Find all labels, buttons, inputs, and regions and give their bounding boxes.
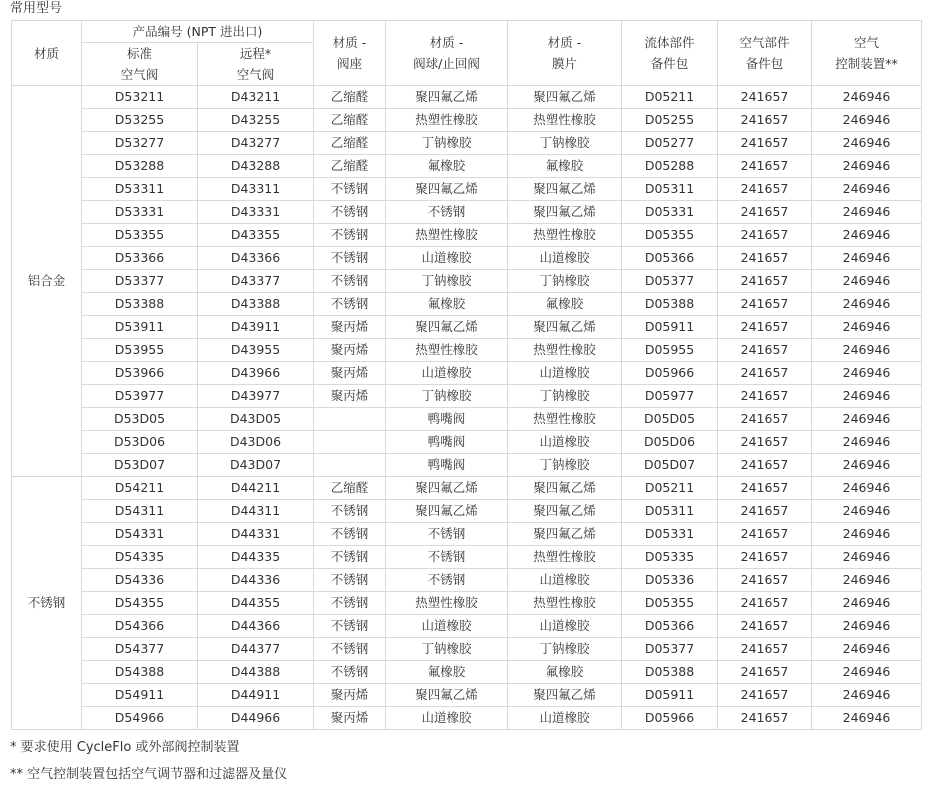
ball-material-cell: 不锈钢 (386, 569, 508, 592)
air-kit-code-cell: 241657 (718, 385, 812, 408)
seat-material-cell: 不锈钢 (314, 569, 386, 592)
air-kit-code-cell: 241657 (718, 546, 812, 569)
air-kit-code-cell: 241657 (718, 454, 812, 477)
remote-valve-code-cell: D44211 (198, 477, 314, 500)
remote-valve-code-cell: D43911 (198, 316, 314, 339)
header-diaphragm-line1: 材质 - (547, 35, 582, 50)
diaphragm-material-cell: 聚四氟乙烯 (508, 684, 622, 707)
table-row (12, 201, 922, 224)
seat-material-cell: 聚丙烯 (314, 362, 386, 385)
standard-valve-code-cell: D53311 (82, 178, 198, 201)
fluid-kit-code-cell: D05366 (622, 615, 718, 638)
air-control-code-cell: 246946 (812, 270, 922, 293)
standard-valve-code-cell: D53977 (82, 385, 198, 408)
fluid-kit-code-cell: D05977 (622, 385, 718, 408)
table-row (12, 569, 922, 592)
seat-material-cell: 聚丙烯 (314, 339, 386, 362)
diaphragm-material-cell: 热塑性橡胶 (508, 592, 622, 615)
ball-material-cell: 热塑性橡胶 (386, 109, 508, 132)
fluid-kit-code-cell: D05377 (622, 270, 718, 293)
air-kit-code-cell: 241657 (718, 684, 812, 707)
standard-valve-code-cell: D54966 (82, 707, 198, 730)
ball-material-cell: 热塑性橡胶 (386, 592, 508, 615)
remote-valve-code-cell: D44311 (198, 500, 314, 523)
seat-material-cell (314, 454, 386, 477)
air-control-code-cell: 246946 (812, 477, 922, 500)
table-row (12, 178, 922, 201)
standard-valve-code-cell: D54311 (82, 500, 198, 523)
seat-material-cell (314, 431, 386, 454)
fluid-kit-code-cell: D05255 (622, 109, 718, 132)
standard-valve-code-cell: D54211 (82, 477, 198, 500)
remote-valve-code-cell: D44911 (198, 684, 314, 707)
header-standard-line1: 标准 (126, 46, 152, 61)
fluid-kit-code-cell: D05331 (622, 201, 718, 224)
footnote-air-control: ** 空气控制装置包括空气调节器和过滤器及量仪 (10, 767, 288, 782)
standard-valve-code-cell: D54366 (82, 615, 198, 638)
header-ball-line1: 材质 - (429, 35, 464, 50)
air-control-code-cell: 246946 (812, 592, 922, 615)
fluid-kit-code-cell: D05D06 (622, 431, 718, 454)
remote-valve-code-cell: D44388 (198, 661, 314, 684)
air-kit-code-cell: 241657 (718, 615, 812, 638)
air-kit-code-cell: 241657 (718, 201, 812, 224)
fluid-kit-code-cell: D05955 (622, 339, 718, 362)
ball-material-cell: 山道橡胶 (386, 707, 508, 730)
table-row (12, 293, 922, 316)
air-kit-code-cell: 241657 (718, 592, 812, 615)
air-kit-code-cell: 241657 (718, 316, 812, 339)
seat-material-cell: 不锈钢 (314, 224, 386, 247)
table-body (12, 86, 922, 730)
air-kit-code-cell: 241657 (718, 523, 812, 546)
fluid-kit-code-cell: D05311 (622, 500, 718, 523)
ball-material-cell: 聚四氟乙烯 (386, 684, 508, 707)
seat-material-cell: 聚丙烯 (314, 385, 386, 408)
header-air-kit (718, 21, 812, 86)
section-caption: 常用型号 (10, 1, 63, 16)
air-control-code-cell: 246946 (812, 316, 922, 339)
remote-valve-code-cell: D43288 (198, 155, 314, 178)
air-control-code-cell: 246946 (812, 178, 922, 201)
ball-material-cell: 聚四氟乙烯 (386, 500, 508, 523)
table-row (12, 339, 922, 362)
fluid-kit-code-cell: D05211 (622, 477, 718, 500)
remote-valve-code-cell: D43D07 (198, 454, 314, 477)
air-kit-code-cell: 241657 (718, 86, 812, 109)
table-row (12, 707, 922, 730)
remote-valve-code-cell: D43977 (198, 385, 314, 408)
ball-material-cell: 山道橡胶 (386, 247, 508, 270)
header-ball-material (386, 21, 508, 86)
air-control-code-cell: 246946 (812, 247, 922, 270)
table-row (12, 109, 922, 132)
fluid-kit-code-cell: D05331 (622, 523, 718, 546)
air-control-code-cell: 246946 (812, 109, 922, 132)
air-kit-code-cell: 241657 (718, 339, 812, 362)
air-control-code-cell: 246946 (812, 500, 922, 523)
diaphragm-material-cell: 聚四氟乙烯 (508, 178, 622, 201)
seat-material-cell: 不锈钢 (314, 661, 386, 684)
table-row (12, 523, 922, 546)
diaphragm-material-cell: 丁钠橡胶 (508, 454, 622, 477)
air-control-code-cell: 246946 (812, 86, 922, 109)
seat-material-cell: 乙缩醛 (314, 109, 386, 132)
remote-valve-code-cell: D44966 (198, 707, 314, 730)
air-control-code-cell: 246946 (812, 201, 922, 224)
header-standard-valve (82, 43, 198, 86)
fluid-kit-code-cell: D05966 (622, 707, 718, 730)
seat-material-cell (314, 408, 386, 431)
diaphragm-material-cell: 聚四氟乙烯 (508, 316, 622, 339)
air-control-code-cell: 246946 (812, 431, 922, 454)
fluid-kit-code-cell: D05355 (622, 224, 718, 247)
air-control-code-cell: 246946 (812, 293, 922, 316)
diaphragm-material-cell: 丁钠橡胶 (508, 270, 622, 293)
air-kit-code-cell: 241657 (718, 707, 812, 730)
air-kit-code-cell: 241657 (718, 270, 812, 293)
diaphragm-material-cell: 丁钠橡胶 (508, 385, 622, 408)
standard-valve-code-cell: D54911 (82, 684, 198, 707)
air-control-code-cell: 246946 (812, 569, 922, 592)
table-row (12, 592, 922, 615)
air-kit-code-cell: 241657 (718, 500, 812, 523)
fluid-kit-code-cell: D05377 (622, 638, 718, 661)
diaphragm-material-cell: 热塑性橡胶 (508, 109, 622, 132)
ball-material-cell: 热塑性橡胶 (386, 339, 508, 362)
seat-material-cell: 不锈钢 (314, 293, 386, 316)
ball-material-cell: 鸭嘴阀 (386, 431, 508, 454)
fluid-kit-code-cell: D05911 (622, 316, 718, 339)
table-header (12, 21, 922, 86)
table-row (12, 270, 922, 293)
footnote-remote-valve: * 要求使用 CycleFlo 或外部阀控制装置 (10, 740, 240, 755)
table-row (12, 86, 922, 109)
standard-valve-code-cell: D53277 (82, 132, 198, 155)
air-kit-code-cell: 241657 (718, 109, 812, 132)
models-table (11, 20, 922, 730)
standard-valve-code-cell: D53255 (82, 109, 198, 132)
ball-material-cell: 鸭嘴阀 (386, 408, 508, 431)
table-row (12, 454, 922, 477)
ball-material-cell: 聚四氟乙烯 (386, 86, 508, 109)
remote-valve-code-cell: D44331 (198, 523, 314, 546)
seat-material-cell: 乙缩醛 (314, 477, 386, 500)
remote-valve-code-cell: D44355 (198, 592, 314, 615)
diaphragm-material-cell: 聚四氟乙烯 (508, 523, 622, 546)
remote-valve-code-cell: D44366 (198, 615, 314, 638)
air-control-code-cell: 246946 (812, 546, 922, 569)
air-control-code-cell: 246946 (812, 408, 922, 431)
seat-material-cell: 不锈钢 (314, 615, 386, 638)
remote-valve-code-cell: D43211 (198, 86, 314, 109)
air-control-code-cell: 246946 (812, 638, 922, 661)
header-remote-line2: 空气阀 (236, 67, 275, 82)
table-row (12, 500, 922, 523)
table-row (12, 316, 922, 339)
remote-valve-code-cell: D43277 (198, 132, 314, 155)
table-row (12, 684, 922, 707)
header-seat-material (314, 21, 386, 86)
ball-material-cell: 聚四氟乙烯 (386, 316, 508, 339)
fluid-kit-code-cell: D05388 (622, 293, 718, 316)
header-air-kit-line1: 空气部件 (739, 35, 790, 50)
table-row (12, 431, 922, 454)
header-remote-valve (198, 43, 314, 86)
standard-valve-code-cell: D53D05 (82, 408, 198, 431)
diaphragm-material-cell: 热塑性橡胶 (508, 408, 622, 431)
standard-valve-code-cell: D53377 (82, 270, 198, 293)
diaphragm-material-cell: 热塑性橡胶 (508, 546, 622, 569)
air-kit-code-cell: 241657 (718, 247, 812, 270)
ball-material-cell: 聚四氟乙烯 (386, 477, 508, 500)
seat-material-cell: 不锈钢 (314, 638, 386, 661)
diaphragm-material-cell: 丁钠橡胶 (508, 638, 622, 661)
seat-material-cell: 乙缩醛 (314, 86, 386, 109)
ball-material-cell: 丁钠橡胶 (386, 132, 508, 155)
seat-material-cell: 不锈钢 (314, 592, 386, 615)
diaphragm-material-cell: 氟橡胶 (508, 661, 622, 684)
table-row (12, 477, 922, 500)
header-diaphragm-material (508, 21, 622, 86)
air-kit-code-cell: 241657 (718, 431, 812, 454)
ball-material-cell: 热塑性橡胶 (386, 224, 508, 247)
table-row (12, 385, 922, 408)
fluid-kit-code-cell: D05911 (622, 684, 718, 707)
seat-material-cell: 不锈钢 (314, 546, 386, 569)
remote-valve-code-cell: D43331 (198, 201, 314, 224)
seat-material-cell: 乙缩醛 (314, 155, 386, 178)
air-kit-code-cell: 241657 (718, 132, 812, 155)
air-control-code-cell: 246946 (812, 385, 922, 408)
remote-valve-code-cell: D43D05 (198, 408, 314, 431)
standard-valve-code-cell: D54377 (82, 638, 198, 661)
ball-material-cell: 鸭嘴阀 (386, 454, 508, 477)
ball-material-cell: 氟橡胶 (386, 661, 508, 684)
air-kit-code-cell: 241657 (718, 408, 812, 431)
diaphragm-material-cell: 聚四氟乙烯 (508, 477, 622, 500)
ball-material-cell: 丁钠橡胶 (386, 385, 508, 408)
remote-valve-code-cell: D44336 (198, 569, 314, 592)
air-control-code-cell: 246946 (812, 661, 922, 684)
air-kit-code-cell: 241657 (718, 638, 812, 661)
air-kit-code-cell: 241657 (718, 224, 812, 247)
air-control-code-cell: 246946 (812, 224, 922, 247)
seat-material-cell: 不锈钢 (314, 178, 386, 201)
fluid-kit-code-cell: D05335 (622, 546, 718, 569)
standard-valve-code-cell: D53D07 (82, 454, 198, 477)
fluid-kit-code-cell: D05D05 (622, 408, 718, 431)
air-kit-code-cell: 241657 (718, 661, 812, 684)
air-control-code-cell: 246946 (812, 523, 922, 546)
seat-material-cell: 不锈钢 (314, 201, 386, 224)
air-control-code-cell: 246946 (812, 155, 922, 178)
ball-material-cell: 山道橡胶 (386, 615, 508, 638)
header-material: 材质 (12, 21, 82, 86)
diaphragm-material-cell: 热塑性橡胶 (508, 339, 622, 362)
air-kit-code-cell: 241657 (718, 293, 812, 316)
remote-valve-code-cell: D43388 (198, 293, 314, 316)
ball-material-cell: 聚四氟乙烯 (386, 178, 508, 201)
air-kit-code-cell: 241657 (718, 362, 812, 385)
diaphragm-material-cell: 聚四氟乙烯 (508, 500, 622, 523)
header-fluid-kit-line2: 备件包 (650, 56, 689, 71)
remote-valve-code-cell: D43377 (198, 270, 314, 293)
table-row (12, 247, 922, 270)
seat-material-cell: 聚丙烯 (314, 707, 386, 730)
air-control-code-cell: 246946 (812, 684, 922, 707)
fluid-kit-code-cell: D05277 (622, 132, 718, 155)
ball-material-cell: 不锈钢 (386, 201, 508, 224)
standard-valve-code-cell: D54388 (82, 661, 198, 684)
ball-material-cell: 氟橡胶 (386, 293, 508, 316)
standard-valve-code-cell: D53D06 (82, 431, 198, 454)
table-row (12, 132, 922, 155)
air-kit-code-cell: 241657 (718, 178, 812, 201)
header-air-control-line2: 控制装置** (835, 56, 898, 71)
standard-valve-code-cell: D54336 (82, 569, 198, 592)
table-row (12, 155, 922, 178)
fluid-kit-code-cell: D05388 (622, 661, 718, 684)
diaphragm-material-cell: 山道橡胶 (508, 569, 622, 592)
seat-material-cell: 不锈钢 (314, 247, 386, 270)
diaphragm-material-cell: 热塑性橡胶 (508, 224, 622, 247)
standard-valve-code-cell: D53911 (82, 316, 198, 339)
diaphragm-material-cell: 山道橡胶 (508, 615, 622, 638)
group-material-cell: 铝合金 (12, 86, 82, 477)
standard-valve-code-cell: D54331 (82, 523, 198, 546)
fluid-kit-code-cell: D05336 (622, 569, 718, 592)
ball-material-cell: 山道橡胶 (386, 362, 508, 385)
diaphragm-material-cell: 聚四氟乙烯 (508, 86, 622, 109)
diaphragm-material-cell: 丁钠橡胶 (508, 132, 622, 155)
header-air-control (812, 21, 922, 86)
table-row (12, 615, 922, 638)
diaphragm-material-cell: 山道橡胶 (508, 362, 622, 385)
air-control-code-cell: 246946 (812, 132, 922, 155)
group-material-cell: 不锈钢 (12, 477, 82, 730)
diaphragm-material-cell: 氟橡胶 (508, 155, 622, 178)
fluid-kit-code-cell: D05311 (622, 178, 718, 201)
seat-material-cell: 乙缩醛 (314, 132, 386, 155)
remote-valve-code-cell: D43366 (198, 247, 314, 270)
header-fluid-kit-line1: 流体部件 (644, 35, 695, 50)
diaphragm-material-cell: 山道橡胶 (508, 431, 622, 454)
table-row (12, 546, 922, 569)
standard-valve-code-cell: D53331 (82, 201, 198, 224)
remote-valve-code-cell: D43955 (198, 339, 314, 362)
remote-valve-code-cell: D44335 (198, 546, 314, 569)
standard-valve-code-cell: D53355 (82, 224, 198, 247)
diaphragm-material-cell: 氟橡胶 (508, 293, 622, 316)
air-control-code-cell: 246946 (812, 339, 922, 362)
fluid-kit-code-cell: D05D07 (622, 454, 718, 477)
seat-material-cell: 聚丙烯 (314, 316, 386, 339)
table-row (12, 224, 922, 247)
standard-valve-code-cell: D53288 (82, 155, 198, 178)
remote-valve-code-cell: D43255 (198, 109, 314, 132)
header-fluid-kit (622, 21, 718, 86)
remote-valve-code-cell: D44377 (198, 638, 314, 661)
fluid-kit-code-cell: D05211 (622, 86, 718, 109)
remote-valve-code-cell: D43D06 (198, 431, 314, 454)
fluid-kit-code-cell: D05966 (622, 362, 718, 385)
standard-valve-code-cell: D53966 (82, 362, 198, 385)
seat-material-cell: 不锈钢 (314, 270, 386, 293)
seat-material-cell: 不锈钢 (314, 500, 386, 523)
standard-valve-code-cell: D54355 (82, 592, 198, 615)
fluid-kit-code-cell: D05288 (622, 155, 718, 178)
header-seat-line2: 阀座 (337, 56, 363, 71)
ball-material-cell: 不锈钢 (386, 523, 508, 546)
remote-valve-code-cell: D43355 (198, 224, 314, 247)
diaphragm-material-cell: 山道橡胶 (508, 707, 622, 730)
air-control-code-cell: 246946 (812, 707, 922, 730)
air-kit-code-cell: 241657 (718, 155, 812, 178)
header-air-kit-line2: 备件包 (745, 56, 784, 71)
table-row (12, 661, 922, 684)
standard-valve-code-cell: D53955 (82, 339, 198, 362)
ball-material-cell: 氟橡胶 (386, 155, 508, 178)
header-ball-line2: 阀球/止回阀 (413, 56, 480, 71)
ball-material-cell: 丁钠橡胶 (386, 270, 508, 293)
table-row (12, 408, 922, 431)
fluid-kit-code-cell: D05366 (622, 247, 718, 270)
header-remote-line1: 远程* (239, 46, 272, 61)
standard-valve-code-cell: D53388 (82, 293, 198, 316)
air-control-code-cell: 246946 (812, 454, 922, 477)
standard-valve-code-cell: D53366 (82, 247, 198, 270)
header-product-code-group: 产品编号 (NPT 进出口) (82, 21, 314, 43)
header-standard-line2: 空气阀 (120, 67, 159, 82)
diaphragm-material-cell: 聚四氟乙烯 (508, 201, 622, 224)
header-seat-line1: 材质 - (332, 35, 367, 50)
ball-material-cell: 丁钠橡胶 (386, 638, 508, 661)
header-diaphragm-line2: 膜片 (552, 56, 578, 71)
header-air-control-line1: 空气 (854, 35, 880, 50)
fluid-kit-code-cell: D05355 (622, 592, 718, 615)
remote-valve-code-cell: D43966 (198, 362, 314, 385)
seat-material-cell: 聚丙烯 (314, 684, 386, 707)
seat-material-cell: 不锈钢 (314, 523, 386, 546)
air-kit-code-cell: 241657 (718, 477, 812, 500)
air-control-code-cell: 246946 (812, 615, 922, 638)
table-row (12, 362, 922, 385)
table-row (12, 638, 922, 661)
ball-material-cell: 不锈钢 (386, 546, 508, 569)
air-kit-code-cell: 241657 (718, 569, 812, 592)
diaphragm-material-cell: 山道橡胶 (508, 247, 622, 270)
standard-valve-code-cell: D53211 (82, 86, 198, 109)
air-control-code-cell: 246946 (812, 362, 922, 385)
standard-valve-code-cell: D54335 (82, 546, 198, 569)
remote-valve-code-cell: D43311 (198, 178, 314, 201)
